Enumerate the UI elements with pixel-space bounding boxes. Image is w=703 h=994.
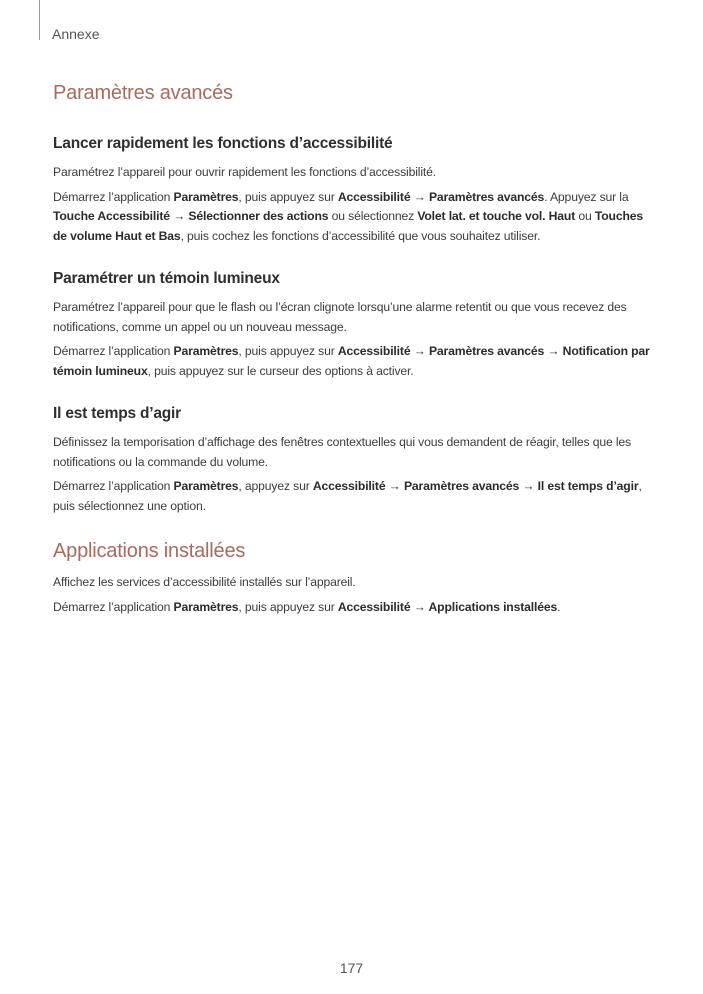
ui-term: Accessibilité → Paramètres avancés [337, 189, 545, 204]
ui-term: Paramètres [173, 189, 239, 204]
ui-term: Touches de volume Haut et Bas [53, 209, 644, 243]
subsection-title-time-to-act: Il est temps d’agir [53, 405, 181, 422]
subsection-title-light-indicator: Paramétrer un témoin lumineux [53, 270, 280, 287]
paragraph-instructions: Démarrez l’application Paramètres, appuyez sur Accessibilité → Paramètres avancés → Il est temps d’agir, puis sélectionnez une option. [53, 479, 642, 513]
paragraph: Affichez les services d’accessibilité installés sur l’appareil. [53, 575, 356, 589]
ui-term: Paramètres [173, 479, 239, 493]
ui-term: Accessibilité → Applications installées [337, 599, 558, 614]
ui-term: Accessibilité → Paramètres avancés → Notification par témoin lumineux [53, 344, 650, 378]
ui-term: Paramètres [173, 599, 239, 614]
subsection-title-quick-launch: Lancer rapidement les fonctions d’accessibilité [53, 135, 393, 152]
margin-rule [39, 0, 40, 40]
paragraph-instructions: Démarrez l’application Paramètres, puis appuyez sur Accessibilité → Paramètres avancés. Appuyez sur la Touche Accessibilité → Sélectionner des actions ou sélectionnez Volet lat. et touche vol. Haut ou Touches de volume Haut et Bas, puis cochez les fonctions d’accessibilité que vous souhaitez utiliser. [53, 189, 644, 243]
paragraph: Paramétrez l’appareil pour ouvrir rapidement les fonctions d’accessibilité. [53, 165, 436, 179]
page-content [53, 82, 653, 622]
paragraph: Définissez la temporisation d’affichage des fenêtres contextuelles qui vous demandent de réagir, telles que les notifications ou la commande du volume. [53, 435, 631, 469]
ui-term: Paramètres [173, 344, 239, 358]
page-number: 177 [339, 960, 364, 976]
paragraph-instructions: Démarrez l’application Paramètres, puis appuyez sur Accessibilité → Paramètres avancés → Notification par témoin lumineux, puis appuyez sur le curseur des options à activer. [53, 344, 650, 378]
section-title-installed-apps: Applications installées [53, 540, 246, 562]
running-head: Annexe [52, 26, 100, 42]
ui-term: Touche Accessibilité → Sélectionner des actions [53, 209, 329, 223]
ui-term: Volet lat. et touche vol. Haut [417, 209, 576, 223]
paragraph: Paramétrez l’appareil pour que le flash ou l’écran clignote lorsqu’une alarme retentit ou que vous recevez des notifications, comme un appel ou un nouveau message. [53, 300, 627, 334]
paragraph-instructions: Démarrez l’application Paramètres, puis appuyez sur Accessibilité → Applications installées. [53, 599, 561, 614]
section-title-advanced: Paramètres avancés [53, 82, 233, 104]
ui-term: Accessibilité → Paramètres avancés → Il est temps d’agir [312, 479, 639, 493]
